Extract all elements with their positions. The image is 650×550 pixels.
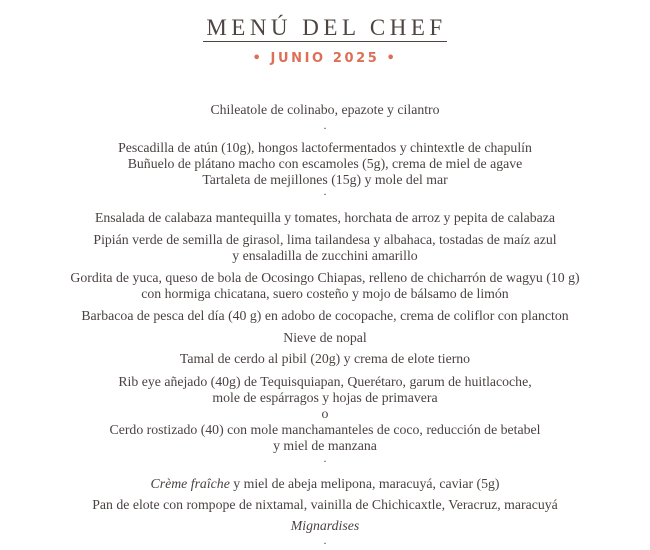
menu-course-line: o — [321, 406, 329, 421]
section-divider-dot: · — [323, 454, 327, 468]
menu-course-line: Pan de elote con rompope de nixtamal, vainilla de Chichicaxtle, Veracruz, maracuyá — [92, 497, 558, 512]
menu-course-line: Pescadilla de atún (10g), hongos lactofermentados y chintextle de chapulín — [118, 140, 532, 155]
menu-course-italic: Mignardises — [290, 518, 360, 533]
menu-course-line: Ensalada de calabaza mantequilla y tomates, horchata de arroz y pepita de calabaza — [94, 210, 556, 225]
menu-course-line: y miel de manzana — [273, 438, 377, 453]
menu-course-line: Pipián verde de semilla de girasol, lima tailandesa y albahaca, tostadas de maíz azul — [93, 232, 557, 247]
menu-course-line: Gordita de yuca, queso de bola de Ocosingo Chiapas, relleno de chicharrón de wagyu (10 g) — [70, 270, 580, 285]
menu-course-line: con hormiga chicatana, suero costeño y mojo de bálsamo de limón — [141, 286, 509, 301]
menu-course-text: y miel de abeja melipona, maracuyá, caviar (5g) — [229, 476, 500, 491]
menu-course-line: Tartaleta de mejillones (15g) y mole del mar — [202, 172, 448, 187]
section-divider-dot: · — [323, 536, 327, 550]
menu-course-line: Rib eye añejado (40g) de Tequisquiapan, Querétaro, garum de huitlacoche, — [118, 374, 532, 389]
menu-date-subtitle: • JUNIO 2025 • — [252, 51, 398, 66]
menu-course-line: Barbacoa de pesca del día (40 g) en adobo de cocopache, crema de coliflor con plancton — [81, 308, 569, 323]
section-divider-dot: · — [323, 121, 327, 135]
menu-course-line: Tamal de cerdo al pibil (20g) y crema de elote tierno — [179, 351, 471, 366]
menu-course-line: mole de espárragos y hojas de primavera — [212, 390, 438, 405]
menu-course-line — [0, 518, 650, 534]
menu-course-italic: Crème fraîche — [150, 476, 230, 491]
menu-course-line: y ensaladilla de zucchini amarillo — [232, 248, 418, 263]
menu-title-text: MENÚ DEL CHEF — [203, 15, 446, 42]
menu-course-line: Chileatole de colinabo, epazote y cilantro — [210, 102, 440, 117]
menu-course-line: Cerdo rostizado (40) con mole manchamanteles de coco, reducción de betabel — [109, 422, 541, 437]
section-divider-dot: · — [323, 187, 327, 201]
menu-course-line — [0, 476, 650, 492]
menu-course-line: Buñuelo de plátano macho con escamoles (5g), crema de miel de agave — [127, 156, 523, 171]
menu-course-line: Nieve de nopal — [283, 330, 367, 345]
